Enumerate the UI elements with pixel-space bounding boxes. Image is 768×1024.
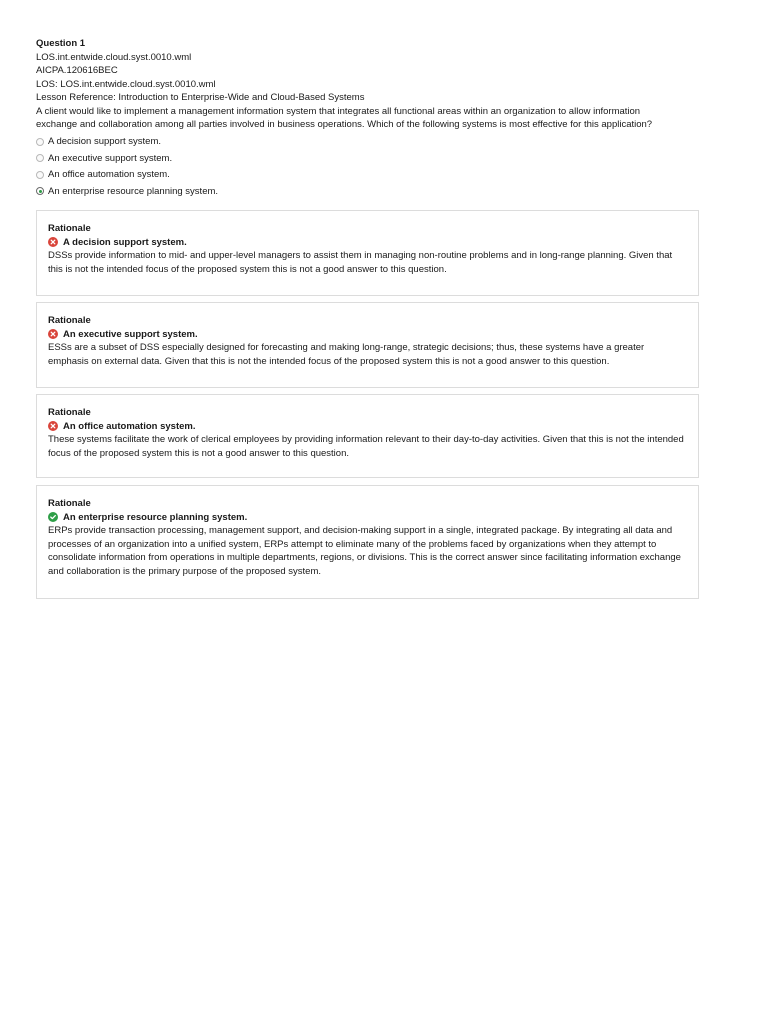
question-title: Question 1 <box>36 38 86 49</box>
x-circle-icon <box>48 237 58 247</box>
answer-option-label: A decision support system. <box>48 136 161 147</box>
rationale-box <box>36 394 699 478</box>
rationale-box <box>36 210 699 296</box>
rationale-explanation: ERPs provide transaction processing, management support, and decision-making support in a single, integrated package. By integrating all data and processes of an organization into a unified system, ERPs attempt to eliminate many of the problems faced by organizations when they attempt to consolidate information from operations in multiple departments, regions, or divisions. This is the correct answer since facilitating information exchange and collaboration is the primary purpose of the proposed system. <box>48 525 681 577</box>
rationale-answer-label: An executive support system. <box>63 328 198 340</box>
check-circle-icon <box>48 512 58 522</box>
answer-option-label: An office automation system. <box>48 169 170 180</box>
x-circle-icon <box>48 329 58 339</box>
radio-button[interactable] <box>36 171 44 179</box>
radio-button[interactable] <box>36 154 44 162</box>
rationale-answer <box>48 236 687 250</box>
rationale-answer-label: An enterprise resource planning system. <box>63 511 248 523</box>
rationale-answer <box>48 420 687 434</box>
radio-button[interactable] <box>36 138 44 146</box>
rationale-heading: Rationale <box>48 407 91 418</box>
rationale-answer <box>48 328 687 342</box>
rationale-answer-label: An office automation system. <box>63 420 196 432</box>
question-los: LOS: LOS.int.entwide.cloud.syst.0010.wml <box>36 78 216 90</box>
answer-option-label: An enterprise resource planning system. <box>48 185 219 197</box>
answer-option[interactable] <box>36 134 698 151</box>
answer-option[interactable] <box>36 167 698 184</box>
radio-button-selected[interactable] <box>36 187 44 195</box>
lesson-reference: Lesson Reference: Introduction to Enterprise-Wide and Cloud-Based Systems <box>36 92 365 103</box>
rationale-box <box>36 485 699 599</box>
rationale-answer <box>48 511 687 525</box>
rationale-heading: Rationale <box>48 498 91 509</box>
rationale-heading: Rationale <box>48 223 91 234</box>
answer-options <box>36 134 698 200</box>
rationale-explanation: These systems facilitate the work of clerical employees by providing information relevant to their day-to-day activities. Given that this is not the intended focus of the proposed system this is not a good answer to this question. <box>48 434 684 459</box>
rationale-box <box>36 302 699 388</box>
answer-option-selected[interactable] <box>36 183 698 200</box>
x-circle-icon <box>48 421 58 431</box>
question-id: LOS.int.entwide.cloud.syst.0010.wml <box>36 51 192 63</box>
question-content <box>36 37 698 577</box>
question-source: AICPA.120616BEC <box>36 65 118 76</box>
rationale-explanation: ESSs are a subset of DSS especially designed for forecasting and making long-range, strategic decisions; thus, these systems have a greater emphasis on external data. Given that this is not the intended focus of the proposed system this is not a good answer to this question. <box>48 342 645 367</box>
rationale-heading: Rationale <box>48 315 91 326</box>
answer-option[interactable] <box>36 150 698 167</box>
question-text: A client would like to implement a management information system that integrates all functional areas within an organization to allow information exchange and collaboration among all parties involved in business operations. Which of the following systems is most effective for this application? <box>36 105 653 130</box>
rationale-answer-label: A decision support system. <box>63 236 187 248</box>
rationale-explanation: DSSs provide information to mid- and upper-level managers to assist them in managing non-routine problems and in long-range planning. Given that this is not the intended focus of the proposed system this is not a good answer to this question. <box>48 250 673 275</box>
answer-option-label: An executive support system. <box>48 152 173 164</box>
